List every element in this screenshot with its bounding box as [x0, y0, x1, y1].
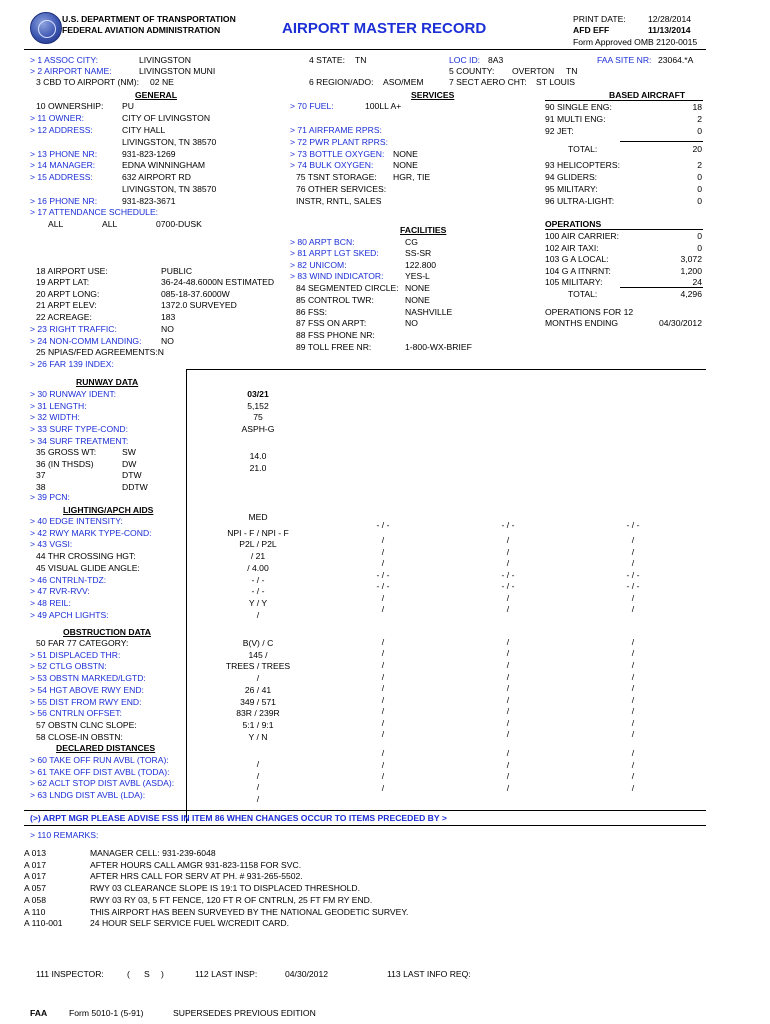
empty-runway-cell: - / - — [626, 570, 640, 580]
lighting-field-label: > 48 REIL: — [30, 597, 71, 608]
operations-label: 100 AIR CARRIER: — [545, 231, 620, 241]
operations-total-label: TOTAL: — [568, 289, 598, 299]
obstruction-field-label: > 52 CTLG OBSTN: — [30, 661, 107, 672]
tsnt-label: 75 TSNT STORAGE: — [296, 172, 377, 182]
empty-runway-cell: / — [381, 718, 385, 728]
runway-data-heading: RUNWAY DATA — [76, 377, 139, 387]
region: ASO/MEM — [383, 77, 424, 87]
lighting-field-value: MED — [248, 512, 268, 522]
gross-wt-label: 35 GROSS WT: — [36, 447, 97, 457]
ownership: PU — [122, 101, 134, 111]
empty-runway-cell: / — [506, 593, 510, 603]
declared-field-label: > 62 ACLT STOP DIST AVBL (ASDA): — [30, 778, 175, 789]
empty-runway-cell: / — [506, 760, 510, 770]
empty-runway-cell: / — [381, 729, 385, 739]
empty-runway-cell: / — [631, 783, 635, 793]
empty-runway-cell: / — [506, 558, 510, 568]
based-aircraft-label: 93 HELICOPTERS: — [545, 160, 620, 170]
wind-label: > 83 WIND INDICATOR: — [290, 271, 384, 281]
empty-runway-cell: / — [381, 695, 385, 705]
empty-runway-cell: / — [506, 729, 510, 739]
remark-text: RWY 03 CLEARANCE SLOPE IS 19:1 TO DISPLACED THRESHOLD. — [90, 883, 361, 894]
cbd-value: 02 NE — [150, 77, 174, 87]
toll-label: 89 TOLL FREE NR: — [296, 342, 372, 352]
declared-field-label: > 60 TAKE OFF RUN AVBL (TORA): — [30, 755, 169, 765]
empty-runway-cell: / — [631, 648, 635, 658]
lat: 36-24-48.6000N ESTIMATED — [161, 277, 275, 287]
operations-value: 0 — [697, 242, 702, 253]
last-insp: 04/30/2012 — [285, 969, 329, 979]
footer-faa: FAA — [30, 1008, 48, 1018]
empty-runway-cell: / — [506, 535, 510, 545]
mgr-phone-label: > 16 PHONE NR: — [30, 196, 98, 206]
obstruction-field-value: 145 / — [248, 649, 268, 660]
last-info-label: 113 LAST INFO REQ: — [387, 969, 471, 979]
services-heading: SERVICES — [411, 90, 455, 100]
county: OVERTON — [512, 66, 555, 76]
last-insp-label: 112 LAST INSP: — [195, 969, 258, 979]
empty-runway-cell: / — [506, 748, 510, 758]
manager: EDNA WINNINGHAM — [122, 160, 206, 170]
based-aircraft-label: 95 MILITARY: — [545, 184, 598, 194]
obstruction-field-label: 50 FAR 77 CATEGORY: — [36, 638, 129, 648]
empty-runway-cell: - / - — [376, 520, 390, 530]
based-aircraft-rule — [545, 100, 703, 101]
empty-runway-cell: / — [631, 695, 635, 705]
gross-wt-value: 21.0 — [249, 462, 267, 473]
operations-value: 24 — [692, 277, 702, 287]
lighting-field-value: Y / Y — [248, 597, 268, 608]
empty-runway-cell: - / - — [626, 520, 640, 530]
empty-runway-cell: / — [631, 718, 635, 728]
declared-field-value: / — [256, 794, 260, 805]
pwr-plant-label: > 72 PWR PLANT RPRS: — [290, 137, 388, 147]
remark-text: THIS AIRPORT HAS BEEN SURVEYED BY THE NATIONAL GEODETIC SURVEY. — [90, 906, 409, 917]
runway-field-label: > 31 LENGTH: — [30, 400, 87, 411]
based-aircraft-label: 96 ULTRA-LIGHT: — [545, 196, 615, 206]
lat-label: 19 ARPT LAT: — [36, 277, 90, 287]
acreage-label: 22 ACREAGE: — [36, 312, 92, 322]
empty-runway-cell: / — [506, 683, 510, 693]
empty-runway-cell: / — [506, 771, 510, 781]
empty-runway-cell: / — [381, 760, 385, 770]
lighting-field-label: 44 THR CROSSING HGT: — [36, 551, 136, 562]
print-date: 12/28/2014 — [648, 14, 692, 24]
ownership-label: 10 OWNERSHIP: — [36, 101, 104, 111]
empty-runway-cell: / — [381, 593, 385, 603]
bulk-oxygen-label: > 74 BULK OXYGEN: — [290, 160, 374, 170]
based-aircraft-value: 0 — [697, 172, 702, 182]
runway-field-label: > 33 SURF TYPE-COND: — [30, 424, 128, 435]
assoc-city-label: > 1 ASSOC CITY: — [30, 55, 99, 65]
empty-runway-cell: - / - — [626, 581, 640, 591]
loc-id-label: LOC ID: — [449, 55, 481, 65]
empty-runway-cell: / — [381, 558, 385, 568]
lighting-field-value: / 21 — [250, 551, 266, 562]
empty-runway-cell: / — [381, 535, 385, 545]
remark-code: A 110 — [24, 906, 46, 917]
loc-id: 8A3 — [488, 55, 504, 65]
empty-runway-cell: / — [381, 604, 385, 614]
empty-runway-cell: / — [631, 593, 635, 603]
inspector-label: 111 INSPECTOR: — [36, 969, 104, 979]
based-total-rule — [620, 141, 703, 142]
obstruction-field-value: 83R / 239R — [236, 708, 280, 719]
mgr-phone: 931-823-3671 — [122, 196, 176, 206]
based-aircraft-value: 0 — [697, 126, 702, 136]
remarks-label: > 110 REMARKS: — [30, 830, 99, 840]
empty-runway-cell: / — [381, 706, 385, 716]
gross-wt-type: DW — [122, 458, 137, 469]
lighting-field-value: P2L / P2L — [239, 539, 277, 550]
remark-code: A 017 — [24, 871, 46, 882]
manager-label: > 14 MANAGER: — [30, 160, 96, 170]
operations-value: 1,200 — [680, 265, 702, 276]
based-aircraft-label: 91 MULTI ENG: — [545, 114, 606, 124]
obstruction-field-value: 26 / 41 — [244, 684, 272, 695]
lighting-heading: LIGHTING/APCH AIDS — [63, 505, 154, 515]
obstruction-field-label: > 54 HGT ABOVE RWY END: — [30, 684, 144, 695]
bulk-oxygen: NONE — [393, 160, 418, 170]
far139-label: > 26 FAR 139 INDEX: — [30, 359, 114, 369]
remark-code: A 017 — [24, 859, 46, 870]
remark-text: MANAGER CELL: 931-239-6048 — [90, 848, 216, 858]
bcn-label: > 80 ARPT BCN: — [290, 237, 355, 247]
lighting-field-value: / — [256, 609, 260, 620]
gross-wt-label: 36 (IN THSDS) — [36, 458, 94, 469]
remark-text: RWY 03 RY 03, 5 FT FENCE, 120 FT R OF CNTRLN, 25 FT FM RY END. — [90, 894, 373, 905]
header-rule — [24, 49, 706, 50]
footer-form: Form 5010-1 (5-91) — [69, 1008, 144, 1018]
tsnt: HGR, TIE — [393, 172, 431, 182]
afd-eff: 11/13/2014 — [648, 25, 691, 35]
based-total: 20 — [692, 144, 702, 154]
inspector: S — [144, 969, 150, 979]
runway-field-value: 03/21 — [247, 389, 269, 399]
remark-text: AFTER HRS CALL FOR SERV AT PH. # 931-265-5502. — [90, 871, 303, 882]
empty-runway-cell: / — [381, 660, 385, 670]
lighting-field-label: > 46 CNTRLN-TDZ: — [30, 574, 107, 585]
lgt: SS-SR — [405, 248, 432, 258]
obstruction-field-label: > 55 DIST FROM RWY END: — [30, 696, 142, 707]
remark-code: A 110-001 — [24, 918, 63, 929]
site-nr: 23064.*A — [658, 55, 694, 65]
afd-eff-label: AFD EFF — [573, 25, 610, 35]
phone: 931-823-1269 — [122, 149, 176, 159]
empty-runway-cell: / — [381, 672, 385, 682]
site-nr-label: FAA SITE NR: — [597, 55, 652, 65]
empty-runway-cell: / — [631, 683, 635, 693]
facilities-heading: FACILITIES — [400, 225, 447, 235]
state: TN — [355, 55, 367, 65]
npias: N — [157, 347, 164, 357]
mgr-address2: LIVINGSTON, TN 38570 — [122, 184, 217, 194]
print-date-label: PRINT DATE: — [573, 14, 626, 24]
lighting-field-value: - / - — [251, 586, 265, 597]
empty-runway-cell: / — [631, 748, 635, 758]
cbd-label: 3 CBD TO AIRPORT (NM): — [36, 77, 139, 87]
operations-rule — [545, 229, 703, 230]
address2: LIVINGSTON, TN 38570 — [122, 137, 217, 147]
obstruction-field-value: / — [256, 673, 260, 684]
county-label: 5 COUNTY: — [449, 66, 495, 76]
obstruction-field-label: 57 OBSTN CLNC SLOPE: — [36, 719, 137, 730]
elev-label: 21 ARPT ELEV: — [36, 300, 97, 310]
empty-runway-cell: / — [381, 648, 385, 658]
operations-total-rule — [620, 287, 703, 288]
empty-runway-cell: / — [506, 547, 510, 557]
att-days: ALL — [102, 219, 118, 229]
inspector-open-paren: ( — [127, 969, 130, 979]
declared-field-value: / — [256, 770, 260, 781]
lighting-field-label: 45 VISUAL GLIDE ANGLE: — [36, 562, 140, 573]
based-aircraft-value: 0 — [697, 196, 702, 206]
based-aircraft-label: 90 SINGLE ENG: — [545, 102, 612, 112]
obstruction-heading: OBSTRUCTION DATA — [63, 627, 151, 637]
wind: YES-L — [405, 271, 430, 281]
empty-runway-cell: / — [506, 648, 510, 658]
operations-total: 4,296 — [680, 289, 702, 299]
lighting-field-label: > 42 RWY MARK TYPE-COND: — [30, 527, 152, 538]
runway-field-label: > 34 SURF TREATMENT: — [30, 435, 129, 446]
fss-label: 86 FSS: — [296, 307, 328, 317]
toll: 1-800-WX-BRIEF — [405, 342, 472, 352]
npias-label — [36, 347, 164, 357]
pcn-label: > 39 PCN: — [30, 492, 70, 502]
obstruction-field-value: Y / N — [248, 731, 268, 742]
runway-field-label: > 30 RUNWAY IDENT: — [30, 389, 117, 399]
gross-wt-type: SW — [122, 447, 136, 457]
empty-runway-cell: / — [381, 683, 385, 693]
operations-label: 104 G A ITNRNT: — [545, 265, 611, 276]
empty-runway-cell: - / - — [376, 570, 390, 580]
runway-table-left-rule — [186, 369, 187, 823]
other-services-label: 76 OTHER SERVICES: — [296, 184, 387, 194]
declared-field-value: / — [256, 782, 260, 793]
notice-top-rule — [24, 810, 706, 811]
state-label: 4 STATE: — [309, 55, 345, 65]
empty-runway-cell: - / - — [501, 520, 515, 530]
empty-runway-cell: / — [631, 771, 635, 781]
remark-text: AFTER HOURS CALL AMGR 931-823-1158 FOR SVC. — [90, 859, 302, 870]
dept-line2: FEDERAL AVIATION ADMINISTRATION — [62, 25, 221, 35]
owner: CITY OF LIVINGSTON — [122, 113, 211, 123]
inspector-close-paren: ) — [161, 969, 164, 979]
use: PUBLIC — [161, 266, 193, 276]
declared-field-value: / — [256, 759, 260, 769]
notice-text: (>) ARPT MGR PLEASE ADVISE FSS IN ITEM 86 WHEN CHANGES OCCUR TO ITEMS PRECEDED BY > — [30, 813, 447, 823]
empty-runway-cell: / — [381, 637, 385, 647]
lighting-field-value: / 4.00 — [247, 562, 269, 573]
operations-value: 0 — [697, 231, 702, 241]
gross-wt-label: 37 — [36, 470, 46, 481]
gross-wt-type: DTW — [122, 470, 142, 481]
runway-field-value: 5,152 — [247, 400, 269, 411]
sect-label: 7 SECT AERO CHT: — [449, 77, 527, 87]
long-label: 20 ARPT LONG: — [36, 289, 100, 299]
operations-heading: OPERATIONS — [545, 219, 602, 229]
declared-heading: DECLARED DISTANCES — [56, 743, 156, 753]
based-aircraft-label: 94 GLIDERS: — [545, 172, 598, 182]
unicom: 122.800 — [405, 260, 437, 270]
oxygen-label: > 73 BOTTLE OXYGEN: — [290, 149, 385, 159]
twr-label: 85 CONTROL TWR: — [296, 295, 374, 305]
obstruction-field-label: > 56 CNTRLN OFFSET: — [30, 708, 122, 719]
footer-supersedes: SUPERSEDES PREVIOUS EDITION — [173, 1008, 316, 1018]
airport-name: LIVINGSTON MUNI — [139, 66, 216, 76]
fss-on-label: 87 FSS ON ARPT: — [296, 318, 367, 328]
operations-period-line2: MONTHS ENDING — [545, 318, 619, 328]
obstruction-field-value: TREES / TREES — [225, 661, 291, 672]
declared-field-label: > 61 TAKE OFF DIST AVBL (TODA): — [30, 766, 170, 777]
bcn: CG — [405, 237, 418, 247]
lighting-field-label: > 40 EDGE INTENSITY: — [30, 516, 123, 526]
long: 085-18-37.6000W — [161, 289, 230, 299]
fuel: 100LL A+ — [365, 101, 402, 111]
mgr-address-label: > 15 ADDRESS: — [30, 172, 93, 182]
obstruction-field-label: > 53 OBSTN MARKED/LGTD: — [30, 673, 146, 684]
lighting-field-label: > 43 VGSI: — [30, 539, 73, 550]
gross-wt-label: 38 — [36, 482, 46, 493]
remark-text: 24 HOUR SELF SERVICE FUEL W/CREDIT CARD. — [90, 918, 289, 929]
empty-runway-cell: / — [631, 535, 635, 545]
based-aircraft-heading: BASED AIRCRAFT — [609, 90, 686, 100]
twr: NONE — [405, 295, 430, 305]
empty-runway-cell: / — [631, 729, 635, 739]
oxygen: NONE — [393, 149, 418, 159]
lighting-field-label: > 49 APCH LIGHTS: — [30, 609, 109, 620]
empty-runway-cell: - / - — [501, 570, 515, 580]
based-aircraft-value: 0 — [697, 184, 702, 194]
lighting-field-value: NPI - F / NPI - F — [227, 527, 289, 538]
right-traffic-label: > 23 RIGHT TRAFFIC: — [30, 324, 117, 334]
dot-seal-icon — [30, 12, 62, 44]
fss-phone-label: 88 FSS PHONE NR: — [296, 330, 375, 340]
operations-value: 3,072 — [680, 254, 702, 264]
county-state: TN — [566, 66, 578, 76]
based-aircraft-label: 92 JET: — [545, 126, 574, 136]
empty-runway-cell: / — [506, 706, 510, 716]
fss-on: NO — [405, 318, 418, 328]
empty-runway-cell: - / - — [501, 581, 515, 591]
empty-runway-cell: / — [381, 748, 385, 758]
notice-bottom-rule — [24, 825, 706, 826]
operations-label: 102 AIR TAXI: — [545, 242, 599, 253]
operations-period-date: 04/30/2012 — [658, 318, 702, 328]
address1: CITY HALL — [122, 125, 166, 135]
empty-runway-cell: / — [631, 558, 635, 568]
phone-label: > 13 PHONE NR: — [30, 149, 98, 159]
empty-runway-cell: / — [506, 604, 510, 614]
runway-field-label: > 32 WIDTH: — [30, 412, 80, 423]
empty-runway-cell: / — [381, 783, 385, 793]
operations-label: 103 G A LOCAL: — [545, 254, 609, 264]
empty-runway-cell: / — [631, 760, 635, 770]
obstruction-field-label: 58 CLOSE-IN OBSTN: — [36, 731, 123, 742]
declared-field-label: > 63 LNDG DIST AVBL (LDA): — [30, 790, 146, 801]
other-services: INSTR, RNTL, SALES — [296, 196, 382, 206]
form-approved: Form Approved OMB 2120-0015 — [573, 37, 698, 47]
operations-period-line1: OPERATIONS FOR 12 — [545, 307, 634, 317]
empty-runway-cell: / — [631, 604, 635, 614]
based-aircraft-value: 18 — [692, 102, 702, 112]
page-title: AIRPORT MASTER RECORD — [282, 20, 487, 37]
unicom-label: > 82 UNICOM: — [290, 260, 347, 270]
empty-runway-cell: / — [631, 672, 635, 682]
remark-code: A 057 — [24, 883, 46, 894]
operations-label: 105 MILITARY: — [545, 277, 603, 287]
elev: 1372.0 SURVEYED — [161, 300, 237, 310]
fss: NASHVILLE — [405, 307, 453, 317]
empty-runway-cell: - / - — [376, 581, 390, 591]
noncomm-label: > 24 NON-COMM LANDING: — [30, 336, 142, 346]
fuel-label: > 70 FUEL: — [290, 101, 334, 111]
lighting-field-label: > 47 RVR-RVV: — [30, 586, 90, 597]
address-label: > 12 ADDRESS: — [30, 125, 93, 135]
lighting-field-value: - / - — [251, 574, 265, 585]
obstruction-field-label: > 51 DISPLACED THR: — [30, 649, 121, 660]
dept-line1: U.S. DEPARTMENT OF TRANSPORTATION — [62, 14, 236, 24]
npias-label-text: 25 NPIAS/FED AGREEMENTS: — [36, 347, 158, 357]
gross-wt-value: 14.0 — [249, 451, 267, 461]
airframe-label: > 71 AIRFRAME RPRS: — [290, 125, 382, 135]
remark-code: A 058 — [24, 894, 46, 905]
empty-runway-cell: / — [506, 718, 510, 728]
lgt-label: > 81 ARPT LGT SKED: — [290, 248, 379, 258]
region-label: 6 REGION/ADO: — [309, 77, 374, 87]
right-traffic: NO — [161, 324, 174, 334]
obstruction-field-value: 349 / 571 — [240, 696, 276, 707]
owner-label: > 11 OWNER: — [30, 113, 85, 123]
empty-runway-cell: / — [506, 672, 510, 682]
based-aircraft-value: 2 — [697, 114, 702, 124]
gross-wt-type: DDTW — [122, 482, 148, 493]
seg-label: 84 SEGMENTED CIRCLE: — [296, 283, 399, 293]
runway-table-top-rule — [186, 369, 706, 370]
based-aircraft-value: 2 — [697, 160, 702, 170]
empty-runway-cell: / — [506, 783, 510, 793]
empty-runway-cell: / — [631, 547, 635, 557]
assoc-city: LIVINGSTON — [139, 55, 191, 65]
empty-runway-cell: / — [631, 660, 635, 670]
obstruction-field-value: 5:1 / 9:1 — [242, 719, 274, 730]
attendance-label: > 17 ATTENDANCE SCHEDULE: — [30, 207, 159, 217]
empty-runway-cell: / — [631, 706, 635, 716]
att-hours: 0700-DUSK — [156, 219, 202, 229]
noncomm: NO — [161, 336, 174, 346]
runway-field-value: 75 — [253, 412, 263, 423]
mgr-address1: 632 AIRPORT RD — [122, 172, 191, 182]
empty-runway-cell: / — [631, 637, 635, 647]
empty-runway-cell: / — [381, 547, 385, 557]
airport-name-label: > 2 AIRPORT NAME: — [30, 66, 112, 76]
use-label: 18 AIRPORT USE: — [36, 266, 108, 276]
based-total-label: TOTAL: — [568, 144, 598, 154]
remark-code: A 013 — [24, 848, 46, 858]
empty-runway-cell: / — [506, 660, 510, 670]
sect: ST LOUIS — [536, 77, 576, 87]
empty-runway-cell: / — [381, 771, 385, 781]
empty-runway-cell: / — [506, 695, 510, 705]
seg: NONE — [405, 283, 430, 293]
acreage: 183 — [161, 312, 176, 322]
general-heading: GENERAL — [135, 90, 178, 100]
obstruction-field-value: B(V) / C — [242, 638, 274, 648]
att-months: ALL — [48, 219, 64, 229]
runway-field-value: ASPH-G — [241, 424, 275, 435]
empty-runway-cell: / — [506, 637, 510, 647]
